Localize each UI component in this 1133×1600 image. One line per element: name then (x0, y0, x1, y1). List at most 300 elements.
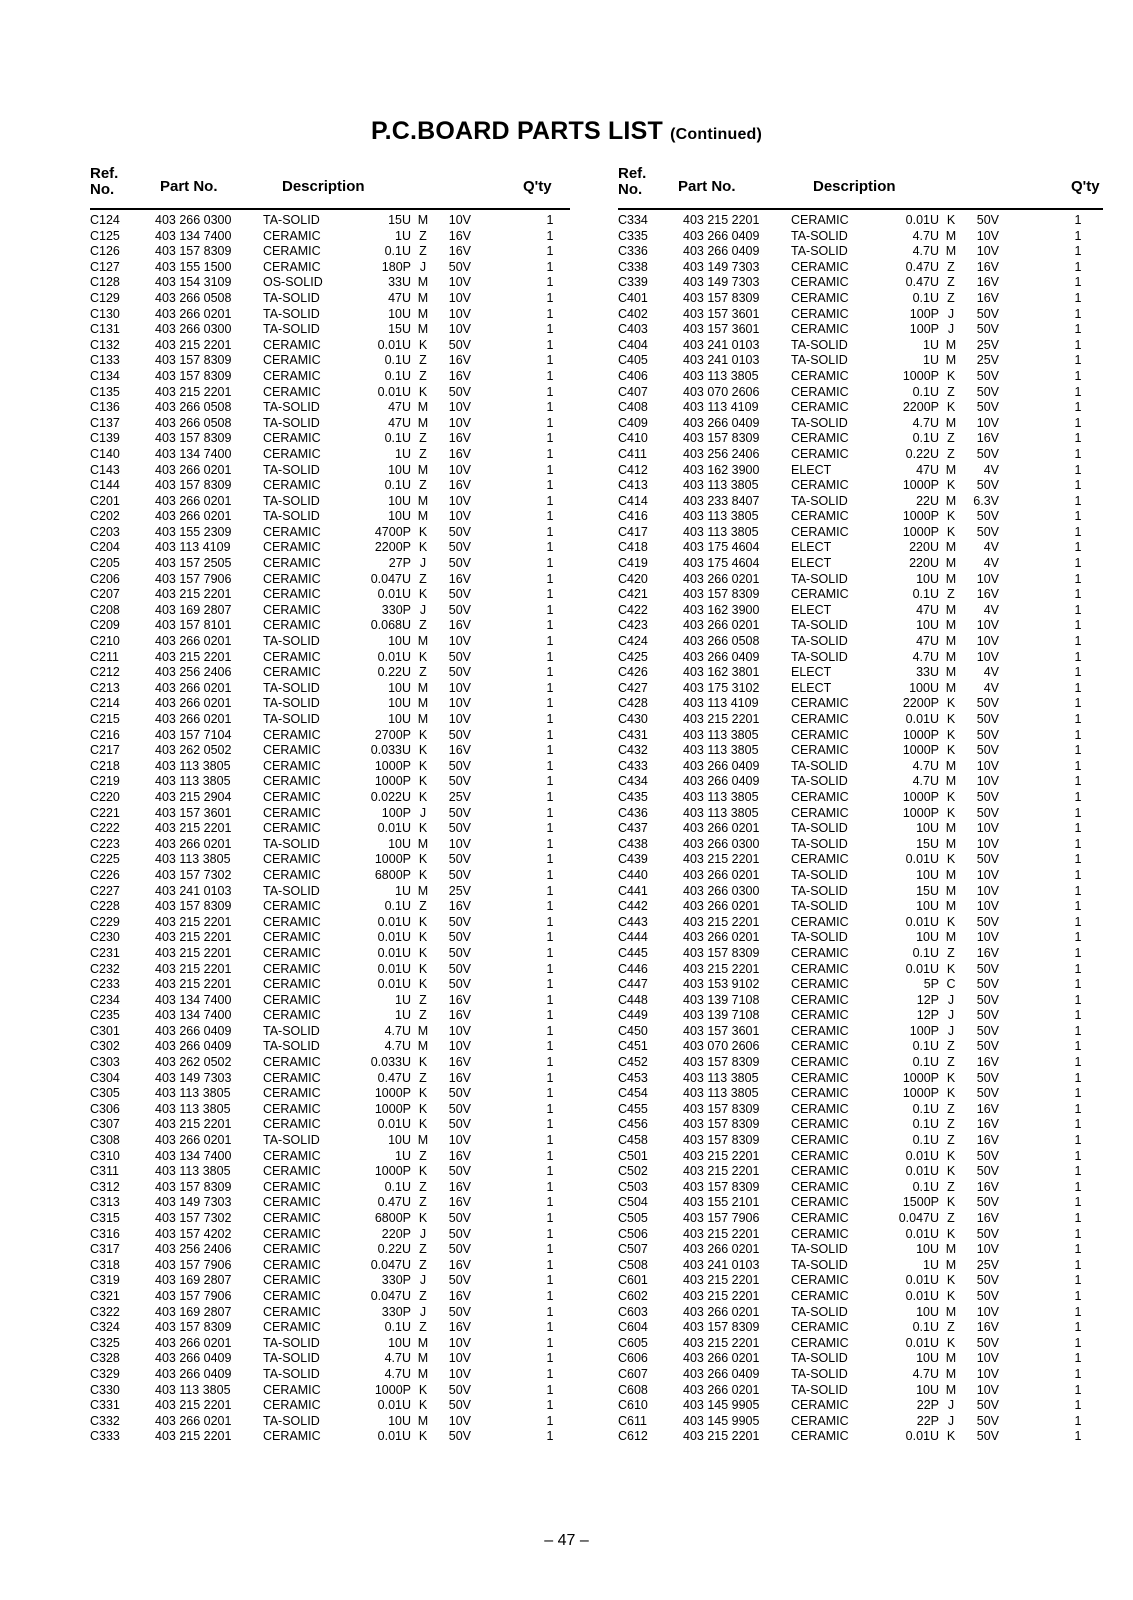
cell-value: 1000P (374, 1382, 411, 1397)
cell-tolerance: J (419, 1226, 427, 1241)
cell-part-no: 403 215 2201 (155, 337, 232, 352)
cell-description: CERAMIC (263, 1211, 321, 1225)
cell-value: 0.22U (377, 1242, 411, 1257)
cell-tolerance: K (418, 1086, 428, 1101)
cell-qty: 1 (1074, 649, 1082, 664)
table-row (90, 229, 570, 245)
cell-tolerance: J (947, 1008, 955, 1023)
cell-tolerance: Z (419, 244, 427, 259)
cell-qty: 1 (546, 1179, 554, 1194)
cell-ref: C449 (618, 1008, 648, 1023)
cell-voltage: 16V (976, 945, 999, 960)
cell-qty: 1 (546, 462, 554, 477)
cell-ref: C447 (618, 977, 648, 992)
cell-description: TA-SOLID (791, 337, 848, 352)
cell-value: 4.7U (912, 415, 939, 430)
cell-qty: 1 (546, 977, 554, 992)
cell-ref: C502 (618, 1164, 648, 1179)
cell-tolerance: M (945, 602, 957, 617)
cell-tolerance: M (945, 930, 957, 945)
cell-qty: 1 (1074, 462, 1082, 477)
cell-part-no: 403 215 2201 (683, 1288, 760, 1303)
cell-tolerance: K (418, 337, 428, 352)
table-row (618, 930, 1103, 946)
cell-part-no: 403 139 7108 (683, 1008, 760, 1023)
cell-tolerance: M (945, 415, 957, 430)
cell-ref: C453 (618, 1070, 648, 1085)
cell-value: 22P (916, 1398, 939, 1413)
header-ref-line1: Ref. (618, 165, 647, 182)
cell-value: 1000P (374, 1086, 411, 1101)
cell-description: ELECT (791, 665, 832, 680)
cell-description: ELECT (791, 540, 832, 555)
cell-part-no: 403 266 0201 (155, 712, 232, 726)
cell-voltage: 16V (448, 1288, 471, 1303)
cell-value: 0.47U (377, 1070, 411, 1085)
cell-tolerance: K (946, 213, 956, 227)
cell-value: 4.7U (912, 244, 939, 259)
cell-value: 33U (388, 275, 411, 290)
cell-qty: 1 (1074, 259, 1082, 274)
cell-tolerance: Z (419, 478, 427, 493)
cell-voltage: 50V (976, 1226, 999, 1241)
cell-description: TA-SOLID (791, 649, 848, 664)
cell-part-no: 403 157 8309 (683, 1320, 760, 1335)
cell-qty: 1 (546, 322, 554, 337)
cell-value: 330P (381, 602, 411, 617)
cell-tolerance: Z (947, 1179, 955, 1194)
cell-qty: 1 (1074, 1070, 1082, 1085)
cell-description: CERAMIC (791, 977, 849, 992)
cell-tolerance: M (417, 290, 429, 305)
cell-ref: C125 (90, 228, 120, 243)
cell-value: 15U (388, 322, 411, 337)
cell-voltage: 16V (976, 1133, 999, 1148)
cell-voltage: 10V (448, 1039, 471, 1054)
cell-ref: C456 (618, 1117, 648, 1132)
cell-tolerance: K (418, 758, 428, 773)
cell-qty: 1 (1074, 1117, 1082, 1132)
cell-part-no: 403 256 2406 (683, 446, 760, 461)
cell-ref: C433 (618, 758, 648, 773)
cell-voltage: 10V (976, 571, 999, 586)
cell-tolerance: M (945, 556, 957, 571)
cell-qty: 1 (546, 1382, 554, 1397)
cell-description: CERAMIC (791, 1226, 849, 1241)
cell-value: 10U (388, 634, 411, 649)
cell-part-no: 403 215 2201 (683, 1226, 760, 1241)
cell-description: CERAMIC (791, 509, 849, 524)
cell-voltage: 10V (976, 774, 999, 789)
cell-tolerance: Z (419, 618, 427, 633)
table-row (90, 1242, 570, 1258)
cell-tolerance: Z (947, 1055, 955, 1070)
cell-voltage: 10V (448, 836, 471, 851)
title-text: P.C.BOARD PARTS LIST (370, 117, 663, 145)
cell-voltage: 10V (976, 1304, 999, 1319)
cell-description: CERAMIC (791, 478, 849, 493)
cell-voltage: 10V (976, 758, 999, 773)
cell-value: 0.01U (905, 1335, 939, 1350)
cell-value: 0.01U (377, 1398, 411, 1413)
cell-tolerance: M (945, 1382, 957, 1397)
header-ref (90, 166, 118, 198)
cell-tolerance: K (418, 587, 428, 602)
cell-part-no: 403 070 2606 (683, 384, 760, 399)
cell-tolerance: K (418, 914, 428, 929)
cell-qty: 1 (1074, 1398, 1082, 1413)
cell-voltage: 25V (448, 789, 471, 804)
cell-voltage: 16V (976, 290, 999, 305)
cell-ref: C203 (90, 524, 120, 539)
table-row (618, 1133, 1103, 1149)
table-row (90, 353, 570, 369)
cell-voltage: 16V (448, 1195, 471, 1210)
cell-description: CERAMIC (263, 1242, 321, 1257)
cell-ref: C219 (90, 774, 120, 789)
cell-description: TA-SOLID (263, 1335, 320, 1350)
header-rule (618, 208, 1103, 210)
cell-value: 0.047U (370, 1288, 411, 1303)
cell-voltage: 50V (448, 1164, 471, 1179)
cell-qty: 1 (1074, 1211, 1082, 1225)
cell-qty: 1 (546, 1413, 554, 1428)
cell-description: CERAMIC (791, 1117, 849, 1132)
cell-voltage: 16V (448, 743, 471, 758)
table-row (618, 1289, 1103, 1305)
cell-part-no: 403 215 2201 (155, 914, 232, 929)
cell-description: CERAMIC (263, 602, 321, 617)
cell-ref: C431 (618, 727, 648, 742)
cell-voltage: 50V (976, 805, 999, 820)
cell-voltage: 10V (976, 867, 999, 882)
cell-qty: 1 (546, 259, 554, 274)
cell-description: CERAMIC (263, 353, 321, 368)
cell-part-no: 403 266 0201 (683, 618, 760, 633)
cell-value: 1000P (374, 1164, 411, 1179)
cell-part-no: 403 157 8309 (683, 1055, 760, 1070)
table-row (90, 1414, 570, 1430)
cell-description: CERAMIC (791, 213, 849, 227)
cell-tolerance: Z (419, 1070, 427, 1085)
cell-description: CERAMIC (263, 431, 321, 446)
cell-ref: C507 (618, 1242, 648, 1257)
cell-voltage: 50V (448, 1211, 471, 1225)
cell-tolerance: Z (947, 945, 955, 960)
cell-tolerance: K (946, 852, 956, 867)
cell-voltage: 50V (448, 852, 471, 867)
cell-ref: C451 (618, 1039, 648, 1054)
table-row (90, 1117, 570, 1133)
table-row (90, 759, 570, 775)
cell-ref: C445 (618, 945, 648, 960)
cell-value: 100P (381, 805, 411, 820)
cell-part-no: 403 215 2201 (683, 1429, 760, 1444)
cell-part-no: 403 113 3805 (683, 743, 759, 758)
cell-qty: 1 (1074, 1288, 1082, 1303)
cell-qty: 1 (1074, 1242, 1082, 1257)
cell-tolerance: M (945, 634, 957, 649)
cell-description: CERAMIC (263, 587, 321, 602)
cell-value: 0.01U (905, 712, 939, 726)
cell-qty: 1 (1074, 1086, 1082, 1101)
table-row (90, 431, 570, 447)
page-number: – 47 – (544, 1532, 589, 1549)
cell-qty: 1 (546, 602, 554, 617)
cell-ref: C611 (618, 1413, 647, 1428)
cell-part-no: 403 266 0409 (683, 228, 760, 243)
cell-part-no: 403 266 0508 (155, 290, 232, 305)
cell-part-no: 403 215 2201 (683, 961, 760, 976)
cell-part-no: 403 266 0201 (683, 899, 760, 914)
cell-value: 0.01U (377, 930, 411, 945)
cell-description: CERAMIC (263, 1382, 321, 1397)
cell-description: CERAMIC (791, 1413, 849, 1428)
cell-qty: 1 (546, 1335, 554, 1350)
cell-qty: 1 (1074, 930, 1082, 945)
cell-voltage: 50V (448, 649, 471, 664)
cell-ref: C501 (618, 1148, 648, 1163)
cell-part-no: 403 113 3805 (683, 509, 759, 524)
cell-qty: 1 (1074, 961, 1082, 976)
cell-value: 0.1U (384, 478, 411, 493)
cell-value: 47U (388, 400, 411, 415)
cell-ref: C338 (618, 259, 648, 274)
cell-ref: C316 (90, 1226, 120, 1241)
cell-tolerance: Z (419, 992, 427, 1007)
cell-tolerance: K (418, 1211, 428, 1225)
cell-part-no: 403 266 0201 (155, 493, 232, 508)
cell-description: TA-SOLID (791, 228, 848, 243)
cell-qty: 1 (546, 1039, 554, 1054)
cell-part-no: 403 266 0409 (155, 1366, 232, 1381)
cell-value: 0.033U (370, 1055, 411, 1070)
cell-value: 4.7U (384, 1351, 411, 1366)
cell-part-no: 403 215 2201 (155, 977, 232, 992)
cell-voltage: 16V (448, 446, 471, 461)
cell-value: 10U (388, 1413, 411, 1428)
cell-part-no: 403 149 7303 (683, 259, 760, 274)
cell-value: 10U (388, 836, 411, 851)
cell-value: 0.1U (384, 1179, 411, 1194)
cell-voltage: 50V (976, 368, 999, 383)
cell-description: TA-SOLID (263, 509, 320, 524)
cell-description: CERAMIC (263, 524, 321, 539)
cell-voltage: 10V (976, 228, 999, 243)
cell-value: 5P (923, 977, 939, 992)
cell-part-no: 403 266 0409 (155, 1023, 232, 1038)
cell-value: 4.7U (912, 228, 939, 243)
table-row (90, 681, 570, 697)
cell-part-no: 403 215 2201 (683, 852, 760, 867)
cell-tolerance: Z (419, 353, 427, 368)
cell-ref: C411 (618, 446, 647, 461)
cell-part-no: 403 149 7303 (155, 1195, 232, 1210)
cell-part-no: 403 113 3805 (155, 852, 231, 867)
cell-tolerance: M (417, 322, 429, 337)
cell-part-no: 403 266 0300 (155, 322, 232, 337)
cell-voltage: 16V (448, 1008, 471, 1023)
cell-part-no: 403 113 3805 (155, 758, 231, 773)
cell-description: TA-SOLID (263, 1366, 320, 1381)
cell-voltage: 50V (976, 213, 999, 227)
table-row (90, 1227, 570, 1243)
cell-qty: 1 (1074, 945, 1082, 960)
cell-qty: 1 (1074, 353, 1082, 368)
table-row (618, 229, 1103, 245)
cell-qty: 1 (546, 1320, 554, 1335)
cell-part-no: 403 070 2606 (683, 1039, 760, 1054)
cell-description: CERAMIC (263, 727, 321, 742)
cell-qty: 1 (546, 587, 554, 602)
cell-voltage: 50V (976, 914, 999, 929)
cell-tolerance: M (945, 649, 957, 664)
cell-qty: 1 (1074, 1195, 1082, 1210)
cell-ref: C313 (90, 1195, 120, 1210)
cell-description: CERAMIC (791, 275, 849, 290)
cell-value: 0.01U (905, 1273, 939, 1288)
table-row (618, 587, 1103, 603)
cell-tolerance: Z (947, 275, 955, 290)
cell-qty: 1 (546, 524, 554, 539)
cell-tolerance: K (946, 1429, 956, 1444)
cell-tolerance: M (945, 774, 957, 789)
cell-voltage: 50V (976, 727, 999, 742)
cell-part-no: 403 113 3805 (683, 478, 759, 493)
cell-voltage: 50V (448, 1429, 471, 1444)
cell-part-no: 403 157 8309 (683, 587, 760, 602)
table-row (90, 618, 570, 634)
cell-tolerance: M (417, 306, 429, 321)
cell-ref: C422 (618, 602, 648, 617)
cell-part-no: 403 157 8309 (155, 899, 232, 914)
cell-voltage: 16V (448, 1055, 471, 1070)
cell-qty: 1 (546, 1117, 554, 1132)
cell-voltage: 10V (448, 509, 471, 524)
cell-tolerance: K (946, 1195, 956, 1210)
cell-tolerance: M (945, 1242, 957, 1257)
cell-ref: C607 (618, 1366, 648, 1381)
cell-value: 0.01U (905, 961, 939, 976)
cell-ref: C426 (618, 665, 648, 680)
cell-tolerance: M (417, 1133, 429, 1148)
cell-tolerance: Z (947, 290, 955, 305)
cell-qty: 1 (546, 649, 554, 664)
table-row (618, 837, 1103, 853)
cell-part-no: 403 113 3805 (155, 1382, 231, 1397)
cell-part-no: 403 266 0201 (155, 306, 232, 321)
cell-value: 1U (923, 1257, 939, 1272)
cell-tolerance: M (417, 1351, 429, 1366)
cell-voltage: 50V (448, 930, 471, 945)
cell-ref: C202 (90, 509, 120, 524)
table-row (90, 1273, 570, 1289)
cell-voltage: 16V (448, 1179, 471, 1194)
table-row (90, 899, 570, 915)
cell-ref: C416 (618, 509, 648, 524)
cell-part-no: 403 157 4202 (155, 1226, 232, 1241)
cell-qty: 1 (1074, 415, 1082, 430)
cell-ref: C229 (90, 914, 120, 929)
cell-tolerance: M (945, 867, 957, 882)
cell-part-no: 403 157 8309 (683, 1117, 760, 1132)
cell-part-no: 403 149 7303 (155, 1070, 232, 1085)
cell-tolerance: M (417, 462, 429, 477)
cell-voltage: 50V (976, 712, 999, 726)
cell-value: 15U (916, 883, 939, 898)
cell-part-no: 403 215 2201 (155, 945, 232, 960)
cell-voltage: 16V (448, 228, 471, 243)
cell-qty: 1 (546, 1226, 554, 1241)
cell-tolerance: K (418, 977, 428, 992)
table-row (90, 1367, 570, 1383)
cell-value: 0.1U (384, 353, 411, 368)
cell-ref: C608 (618, 1382, 648, 1397)
cell-description: TA-SOLID (791, 1366, 848, 1381)
cell-description: CERAMIC (263, 1273, 321, 1288)
table-row (90, 213, 570, 229)
cell-part-no: 403 113 3805 (155, 1101, 231, 1116)
cell-description: CERAMIC (791, 259, 849, 274)
table-row (618, 1164, 1103, 1180)
cell-ref: C318 (90, 1257, 120, 1272)
cell-part-no: 403 266 0409 (683, 244, 760, 259)
cell-value: 0.01U (377, 384, 411, 399)
cell-qty: 1 (1074, 1382, 1082, 1397)
cell-qty: 1 (546, 836, 554, 851)
cell-description: TA-SOLID (263, 415, 320, 430)
cell-voltage: 50V (448, 1382, 471, 1397)
cell-voltage: 50V (976, 1164, 999, 1179)
table-row (90, 962, 570, 978)
cell-description: CERAMIC (263, 446, 321, 461)
cell-ref: C130 (90, 306, 120, 321)
cell-voltage: 50V (976, 961, 999, 976)
cell-voltage: 50V (976, 852, 999, 867)
cell-tolerance: K (946, 727, 956, 742)
table-row (618, 774, 1103, 790)
cell-voltage: 50V (448, 1273, 471, 1288)
cell-description: TA-SOLID (263, 493, 320, 508)
cell-ref: C418 (618, 540, 648, 555)
cell-ref: C204 (90, 540, 120, 555)
cell-tolerance: M (945, 899, 957, 914)
table-body (90, 213, 570, 1445)
cell-description: CERAMIC (791, 1335, 849, 1350)
cell-part-no: 403 241 0103 (155, 883, 232, 898)
cell-value: 12P (916, 992, 939, 1007)
cell-voltage: 50V (448, 1086, 471, 1101)
table-row (90, 275, 570, 291)
cell-part-no: 403 113 3805 (155, 1086, 231, 1101)
cell-part-no: 403 266 0409 (683, 774, 760, 789)
cell-qty: 1 (546, 899, 554, 914)
cell-description: CERAMIC (791, 1133, 849, 1148)
cell-description: CERAMIC (263, 1398, 321, 1413)
cell-voltage: 10V (976, 618, 999, 633)
table-row (618, 1211, 1103, 1227)
cell-description: CERAMIC (263, 1257, 321, 1272)
cell-description: CERAMIC (263, 977, 321, 992)
cell-part-no: 403 215 2201 (155, 1398, 232, 1413)
cell-voltage: 10V (448, 322, 471, 337)
cell-qty: 1 (546, 789, 554, 804)
table-row (90, 494, 570, 510)
cell-value: 2200P (902, 696, 939, 711)
cell-description: CERAMIC (791, 712, 849, 726)
cell-value: 1000P (374, 1101, 411, 1116)
cell-description: CERAMIC (791, 1429, 849, 1444)
